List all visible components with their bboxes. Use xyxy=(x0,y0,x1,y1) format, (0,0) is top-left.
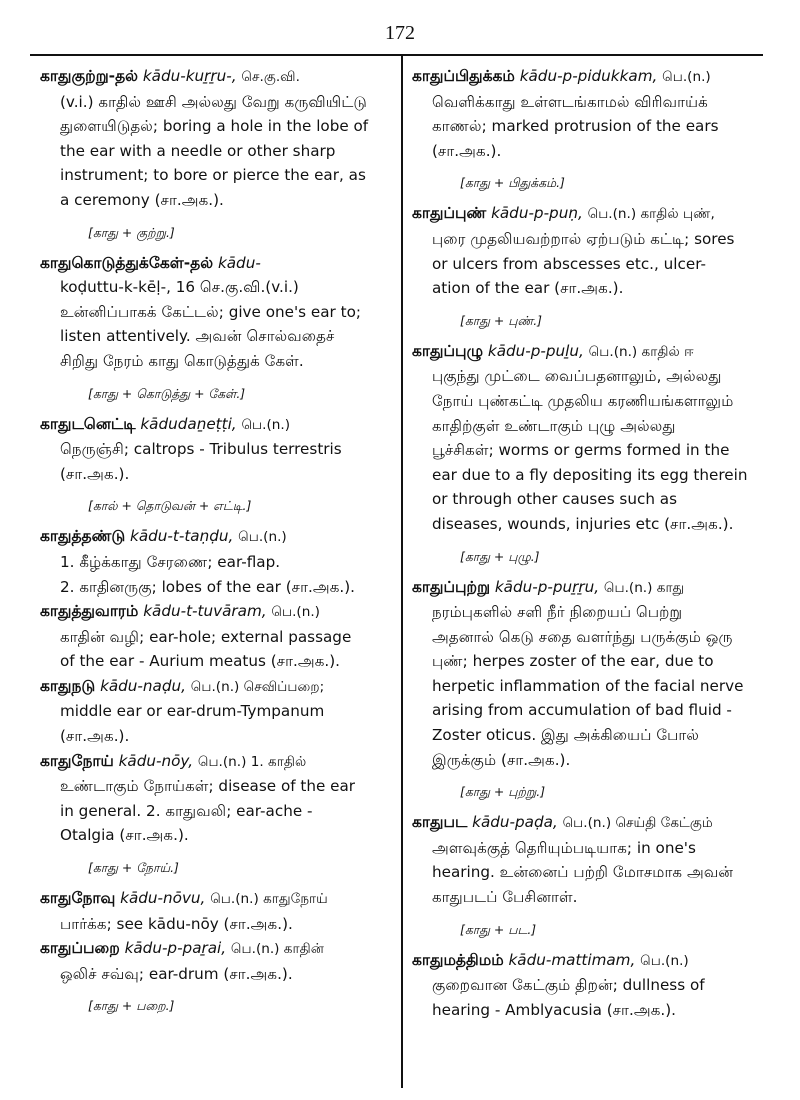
entry-text-line: (சா.அக.). xyxy=(432,141,502,160)
entry-text-line: listen attentively. அவன் சொல்வதைச் xyxy=(60,327,335,346)
entry-headline xyxy=(412,948,764,974)
dictionary-entry xyxy=(412,575,764,803)
grammar-label: பெ.(n.) காதில் ஈ xyxy=(588,343,694,360)
entry-text-line: நோய் புண்கட்டி முதலிய கரணியங்களாலும் xyxy=(432,391,734,410)
grammar-label: பெ.(n.) காதின் xyxy=(230,941,324,958)
grammar-label: பெ.(n.) xyxy=(238,529,287,546)
transliteration: kādu-kuṟṟu-, xyxy=(142,67,237,85)
entry-headline xyxy=(412,575,764,601)
headword: காதுடனெட்டி xyxy=(40,414,136,433)
entry-text-line: ear due to a fly depositing its egg therein xyxy=(432,465,748,484)
entry-text-line: in general. 2. காதுவலி; ear-ache - xyxy=(60,801,313,820)
headword: காதுபட xyxy=(412,813,468,832)
entry-headline xyxy=(40,936,390,962)
entry-headline xyxy=(412,339,764,365)
entry-text-line: ation of the ear (சா.அக.). xyxy=(432,279,624,298)
transliteration: kādu-mattimam, xyxy=(508,950,636,969)
entry-text-line: (சா.அக.). xyxy=(60,464,130,483)
entry-text-line: or through other causes such as xyxy=(432,490,677,509)
entry-headline xyxy=(40,674,390,700)
transliteration: kādu-p-puṇ, xyxy=(491,204,583,223)
grammar-label: பெ.(n.) xyxy=(662,69,711,85)
entry-text-line: குறைவான கேட்கும் திறன்; dullness of xyxy=(432,976,705,995)
transliteration: kādu-p-pidukkam, xyxy=(519,67,658,85)
dictionary-entry xyxy=(40,886,390,936)
grammar-label: பெ.(n.) செய்தி கேட்கும் xyxy=(562,815,713,832)
etymology: [காது + நோய்.] xyxy=(88,860,179,876)
header-rule xyxy=(30,54,763,56)
grammar-label: பெ.(n.) xyxy=(640,952,689,969)
dictionary-entry xyxy=(40,599,390,674)
etymology: [காது + பட.] xyxy=(460,921,537,937)
entry-text-line: a ceremony (சா.அக.). xyxy=(60,190,224,209)
headword: காதுப்புண் xyxy=(412,204,487,223)
entry-headline xyxy=(412,64,764,90)
entry-text-line: காணல்; marked protrusion of the ears xyxy=(432,117,719,136)
grammar-label: பெ.(n.) காதுநோய் xyxy=(210,891,328,908)
headword: காதுமத்திமம் xyxy=(412,950,504,969)
headword: காதுப்பிதுக்கம் xyxy=(412,67,515,85)
entry-text-line: koḍuttu-k-kēḷ-, 16 செ.கு.வி.(v.i.) xyxy=(60,278,299,297)
etymology: [கால் + தொடுவன் + எட்டி.] xyxy=(88,498,252,514)
entry-text-line: நரம்புகளில் சளி நீர் நிறையப் பெற்று xyxy=(432,603,683,622)
headword: காதுகொடுத்துக்கேள்-தல் xyxy=(40,253,214,272)
entry-text-line: பூச்சிகள்; worms or germs formed in the xyxy=(432,441,730,460)
entry-text-line: 2. காதினருகு; lobes of the ear (சா.அக.). xyxy=(60,577,356,596)
grammar-label: பெ.(n.) xyxy=(271,604,320,621)
headword: காதுநடு xyxy=(40,676,96,695)
entry-text-line: இருக்கும் (சா.அக.). xyxy=(432,750,571,769)
dictionary-entry xyxy=(40,412,390,517)
etymology: [காது + புண்.] xyxy=(460,312,542,328)
dictionary-entry xyxy=(412,201,764,330)
transliteration: kādu-paḍa, xyxy=(472,813,558,832)
entry-text-line: பார்க்க; see kādu-nōy (சா.அக.). xyxy=(60,914,293,933)
entry-headline xyxy=(412,201,764,227)
transliteration: kādu-nōvu, xyxy=(120,889,206,908)
entry-headline xyxy=(40,64,390,90)
entry-headline xyxy=(412,810,764,836)
entry-headline xyxy=(40,749,390,775)
entry-text-line: காதிற்குள் உண்டாகும் புழு அல்லது xyxy=(432,416,676,435)
transliteration: kādu-t-tuvāram, xyxy=(143,602,267,621)
grammar-label: பெ.(n.) 1. காதில் xyxy=(197,753,307,770)
dictionary-entry xyxy=(412,339,764,567)
headword: காதுகுற்று-தல் xyxy=(40,67,139,85)
transliteration: kādu- xyxy=(217,253,261,272)
right-column xyxy=(412,64,764,1022)
entry-text-line: காதுபடப் பேசினாள். xyxy=(432,888,578,907)
headword: காதுப்பறை xyxy=(40,939,120,958)
etymology: [காது + குற்று.] xyxy=(88,224,175,240)
etymology: [காது + பிதுக்கம்.] xyxy=(460,175,565,191)
grammar-label: பெ.(n.) xyxy=(241,416,291,433)
grammar-label: பெ.(n.) காதில் புண், xyxy=(587,206,715,223)
entry-text-line: உண்டாகும் நோய்கள்; disease of the ear xyxy=(60,777,356,796)
column-divider xyxy=(401,56,403,1088)
entry-headline xyxy=(40,524,390,550)
entry-text-line: வெளிக்காது உள்ளடங்காமல் விரிவாய்க் xyxy=(432,92,708,111)
entry-text-line: காதின் வழி; ear-hole; external passage xyxy=(60,627,352,646)
dictionary-entry xyxy=(40,749,390,878)
transliteration: kādu-p-puḻu, xyxy=(487,341,584,360)
entry-text-line: நெருஞ்சி; caltrops - Tribulus terrestris xyxy=(60,440,342,459)
entry-text-line: (v.i.) காதில் ஊசி அல்லது வேறு கருவியிட்டு xyxy=(60,92,367,111)
dictionary-entry xyxy=(40,251,390,404)
entry-text-line: or ulcers from abscesses etc., ulcer- xyxy=(432,254,706,273)
page-number: 172 xyxy=(385,22,415,44)
grammar-label: பெ.(n.) காது xyxy=(603,579,685,596)
entry-text-line: 1. கீழ்க்காது சேரணை; ear-flap. xyxy=(60,552,281,571)
entry-text-line: herpetic inflammation of the facial nerve xyxy=(432,676,744,695)
grammar-label: பெ.(n.) செவிப்பறை; xyxy=(190,678,325,695)
entry-headline xyxy=(40,251,390,276)
dictionary-entry xyxy=(412,810,764,939)
entry-text-line: உன்னிப்பாகக் கேட்டல்; give one's ear to; xyxy=(60,302,361,321)
transliteration: kādu-p-paṟai, xyxy=(124,939,227,958)
headword: காதுநோவு xyxy=(40,889,116,908)
headword: காதுப்புழு xyxy=(412,341,484,360)
dictionary-entry xyxy=(412,64,764,193)
entry-headline xyxy=(40,599,390,625)
entry-text-line: புண்; herpes zoster of the ear, due to xyxy=(432,652,714,671)
headword: காதுப்புற்று xyxy=(412,577,491,596)
dictionary-entry xyxy=(40,64,390,243)
entry-text-line: hearing - Amblyacusia (சா.அக.). xyxy=(432,1000,676,1019)
left-column xyxy=(40,64,390,1024)
transliteration: kādu-naḍu, xyxy=(100,676,186,695)
entry-text-line: arising from accumulation of bad fluid - xyxy=(432,701,732,720)
entry-text-line: புகுந்து முட்டை வைப்பதனாலும், அல்லது xyxy=(432,367,722,386)
dictionary-entry xyxy=(40,936,390,1016)
headword: காதுத்துவாரம் xyxy=(40,602,139,621)
entry-text-line: (சா.அக.). xyxy=(60,727,130,746)
etymology: [காது + புழு.] xyxy=(460,548,540,564)
entry-text-line: hearing. உன்னைப் பற்றி மோசமாக அவன் xyxy=(432,863,734,882)
dictionary-entry xyxy=(40,524,390,599)
entry-text-line: the ear with a needle or other sharp xyxy=(60,141,336,160)
entry-text-line: Otalgia (சா.அக.). xyxy=(60,826,189,845)
grammar-label: செ.கு.வி. xyxy=(241,69,300,85)
headword: காதுநோய் xyxy=(40,751,114,770)
etymology: [காது + பறை.] xyxy=(88,998,175,1014)
dictionary-entry xyxy=(412,948,764,1023)
entry-headline xyxy=(40,412,390,438)
headword: காதுத்தண்டு xyxy=(40,527,126,546)
transliteration: kādu-t-taṇḍu, xyxy=(130,527,234,546)
transliteration: kādu-p-puṟṟu, xyxy=(494,577,600,596)
entry-text-line: Zoster oticus. இது அக்கியைப் போல் xyxy=(432,726,699,745)
entry-headline xyxy=(40,886,390,912)
transliteration: kādu-nōy, xyxy=(118,751,194,770)
transliteration: kādudaṉeṭṭi, xyxy=(140,414,237,433)
entry-text-line: middle ear or ear-drum-Tympanum xyxy=(60,702,325,721)
entry-text-line: அதனால் கெடு சதை வளர்ந்து பருக்கும் ஒரு xyxy=(432,627,733,646)
etymology: [காது + கொடுத்து + கேள்.] xyxy=(88,385,246,401)
etymology: [காது + புற்று.] xyxy=(460,784,546,800)
entry-text-line: of the ear - Aurium meatus (சா.அக.). xyxy=(60,652,341,671)
entry-text-line: துளையிடுதல்; boring a hole in the lobe of xyxy=(60,117,369,136)
dictionary-entry xyxy=(40,674,390,749)
entry-text-line: diseases, wounds, injuries etc (சா.அக.). xyxy=(432,514,734,533)
entry-text-line: அளவுக்குத் தெரியும்படியாக; in one's xyxy=(432,838,696,857)
entry-text-line: புரை முதலியவற்றால் ஏற்படும் கட்டி; sores xyxy=(432,229,735,248)
entry-text-line: ஒலிச் சவ்வு; ear-drum (சா.அக.). xyxy=(60,964,293,983)
entry-text-line: சிறிது நேரம் காது கொடுத்துக் கேள். xyxy=(60,351,304,370)
entry-text-line: instrument; to bore or pierce the ear, as xyxy=(60,166,366,185)
